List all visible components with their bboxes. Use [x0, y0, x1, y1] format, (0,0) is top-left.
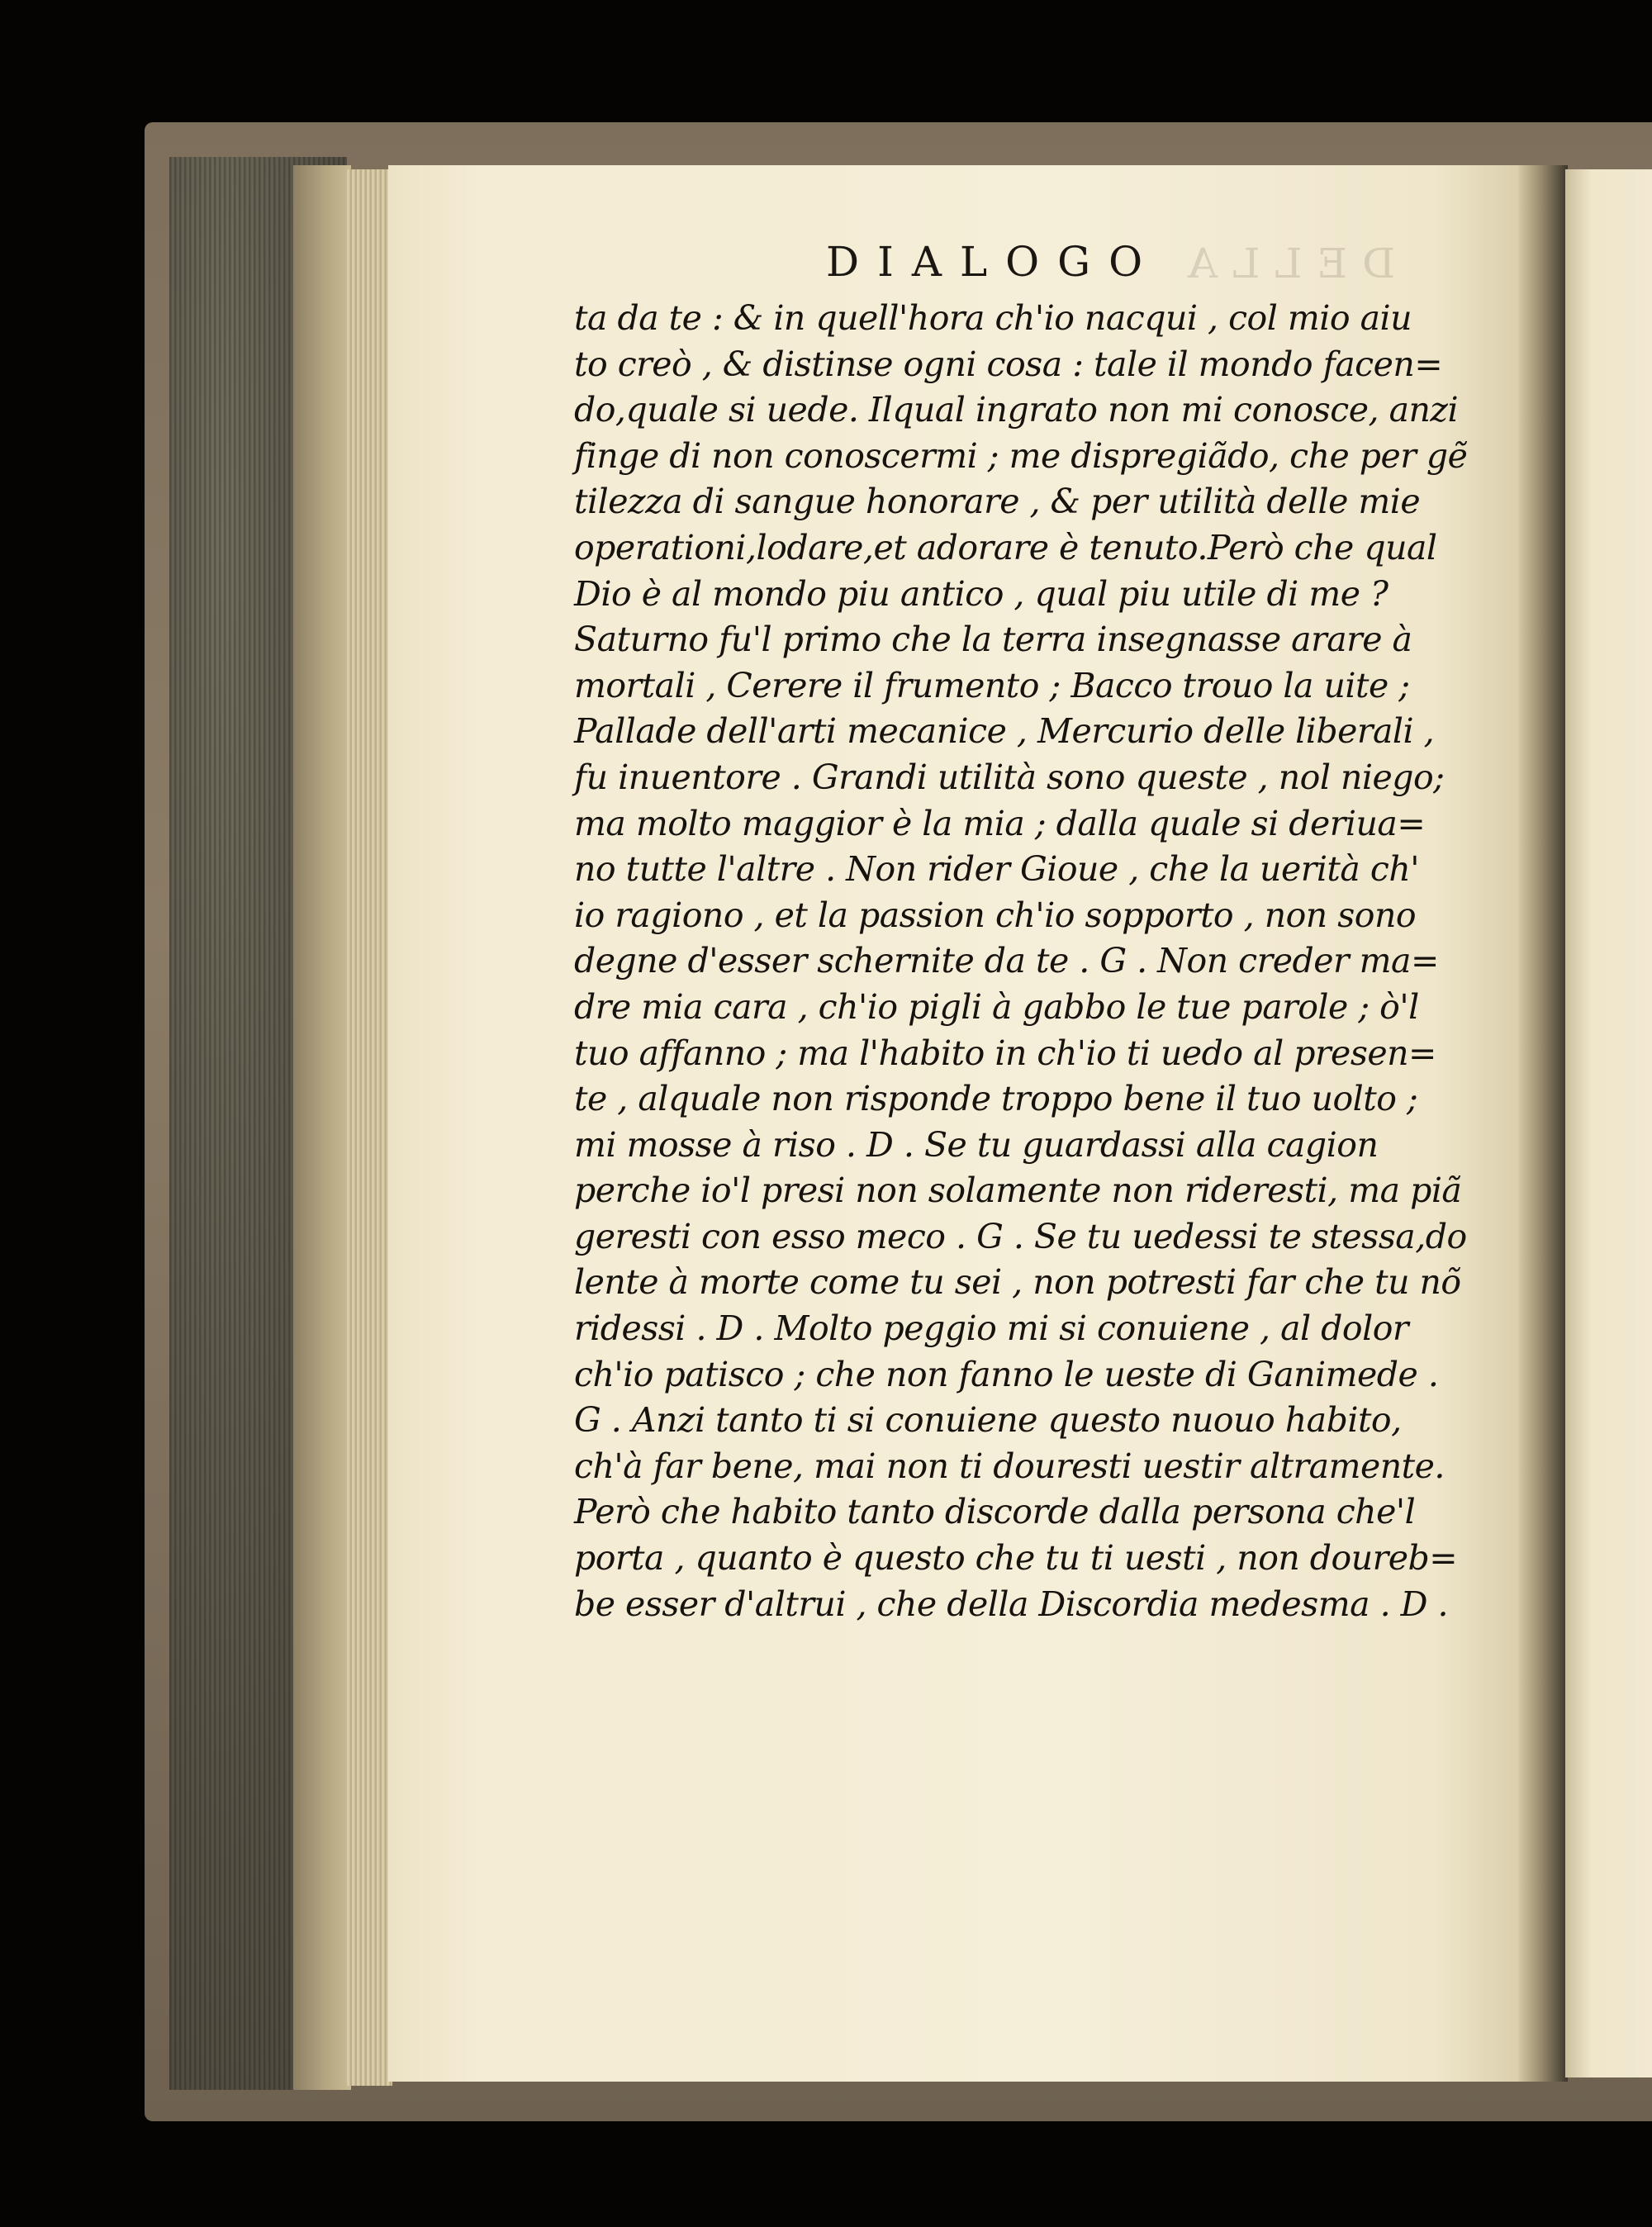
- running-head: DIALOGO: [826, 238, 1161, 286]
- text-line: operationi,lodare,et adorare è tenuto.Però che qual: [574, 527, 1437, 567]
- text-line: mortali , Cerere il frumento ; Bacco trouo la uite ;: [574, 665, 1410, 705]
- page-leaves-edge: [347, 169, 392, 2086]
- text-line: ridessi . D . Molto peggio mi si conuiene , al dolor: [574, 1308, 1409, 1349]
- text-line: no tutte l'altre . Non rider Gioue , che la uerità ch': [574, 849, 1420, 890]
- text-line: degne d'esser schernite da te . G . Non creder ma=: [574, 941, 1439, 981]
- text-line: G . Anzi tanto ti si conuiene questo nuouo habito,: [574, 1400, 1402, 1441]
- text-line: tuo affanno ; ma l'habito in ch'io ti uedo al presen=: [574, 1033, 1436, 1073]
- text-line: Pallade dell'arti mecanice , Mercurio delle liberali ,: [574, 711, 1435, 752]
- text-line: ma molto maggior è la mia ; dalla quale si deriua=: [574, 803, 1426, 843]
- text-line: finge di non conoscermi ; me dispregiãdo, che per gẽ: [574, 435, 1468, 476]
- text-line: do,quale si uede. Ilqual ingrato non mi conosce, anzi: [574, 390, 1459, 430]
- text-line: fu inuentore . Grandi utilità sono queste , nol niego;: [574, 757, 1445, 797]
- facing-page: [1565, 169, 1652, 2077]
- text-line: lente à morte come tu sei , non potresti far che tu nõ: [574, 1262, 1461, 1303]
- text-line: ch'io patisco ; che non fanno le ueste di Ganimede .: [574, 1354, 1439, 1394]
- gutter-shadow: [1518, 165, 1568, 2082]
- text-line: io ragiono , et la passion ch'io sopporto , non sono: [574, 895, 1417, 935]
- text-line: ch'à far bene, mai non ti douresti uestir altramente.: [574, 1446, 1445, 1486]
- text-line: mi mosse à riso . D . Se tu guardassi alla cagion: [574, 1124, 1379, 1165]
- show-through-text: DELLA: [1173, 240, 1396, 287]
- text-line: to creò , & distinse ogni cosa : tale il mondo facen=: [574, 344, 1443, 384]
- text-line: te , alquale non risponde troppo bene il tuo uolto ;: [574, 1079, 1418, 1119]
- text-line: perche io'l presi non solamente non rideresti, ma piã: [574, 1170, 1462, 1211]
- text-line: tilezza di sangue honorare , & per utilità delle mie: [574, 482, 1421, 522]
- text-line: Però che habito tanto discorde dalla persona che'l: [574, 1492, 1416, 1532]
- text-block: [574, 296, 1466, 1627]
- text-line: be esser d'altrui , che della Discordia medesma . D .: [574, 1584, 1449, 1624]
- text-line: geresti con esso meco . G . Se tu uedessi te stessa,do: [574, 1216, 1467, 1256]
- text-line: porta , quanto è questo che tu ti uesti , non doureb=: [574, 1538, 1458, 1579]
- text-line: Saturno fu'l primo che la terra insegnasse arare à: [574, 620, 1412, 660]
- page-block-edge-inner: [293, 165, 351, 2090]
- text-line: Dio è al mondo piu antico , qual piu utile di me ?: [574, 573, 1389, 614]
- text-line: ta da te : & in quell'hora ch'io nacqui , col mio aiu: [574, 298, 1412, 338]
- text-line: dre mia cara , ch'io pigli à gabbo le tue parole ; ò'l: [574, 986, 1419, 1027]
